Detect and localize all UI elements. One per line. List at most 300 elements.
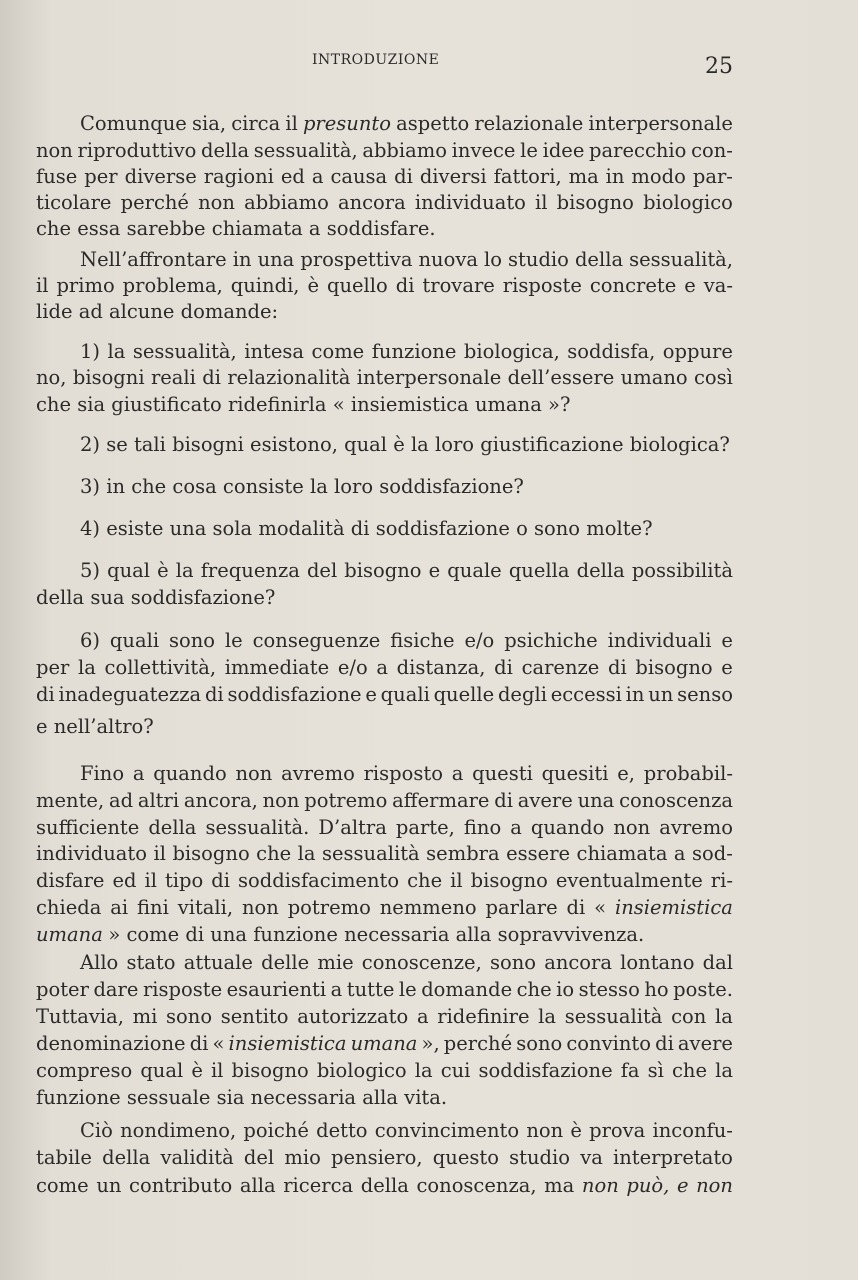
- word: a: [510, 816, 522, 839]
- text-line: [36, 393, 733, 417]
- word: interpersonale: [356, 366, 502, 389]
- word: bisogno: [344, 559, 422, 582]
- word: compreso: [36, 1059, 133, 1082]
- word: conoscenza: [619, 789, 733, 812]
- word: e: [365, 683, 377, 706]
- word: e/o: [337, 656, 368, 679]
- word: sessualità: [322, 842, 420, 865]
- word: quindi,: [230, 274, 300, 297]
- word: non: [526, 1119, 564, 1142]
- word: quella: [508, 559, 570, 582]
- word: alla: [239, 1174, 276, 1197]
- word: le: [398, 978, 417, 1001]
- word: il: [144, 869, 157, 892]
- text-segment: 4) esiste una sola modalità di soddisfazione o sono molte?: [80, 517, 653, 540]
- word: ancora,: [183, 789, 258, 812]
- word: attuale: [183, 951, 253, 974]
- word: sufficiente: [36, 816, 140, 839]
- word: la: [107, 340, 126, 363]
- word: psichiche: [504, 629, 598, 652]
- word: un: [96, 1174, 122, 1197]
- word: una: [577, 789, 615, 812]
- word: è: [157, 559, 169, 582]
- italic-word: insiemistica: [614, 896, 733, 919]
- word: Allo: [80, 951, 119, 974]
- word: che: [407, 869, 443, 892]
- word: io: [556, 978, 575, 1001]
- word: come: [36, 1174, 89, 1197]
- word: così: [693, 366, 733, 389]
- text-line: [80, 951, 733, 975]
- word: di: [394, 165, 413, 188]
- word: è: [191, 1059, 203, 1082]
- word: mi: [132, 1005, 158, 1028]
- word: qual: [107, 559, 151, 582]
- word: e,: [617, 762, 635, 785]
- word: riproduttivo: [77, 139, 197, 162]
- text-line: [80, 559, 733, 583]
- page-number: 25: [705, 54, 733, 79]
- word: D’altra: [318, 816, 387, 839]
- word: 6): [80, 629, 101, 652]
- word: parecchio: [589, 139, 687, 162]
- word: quali: [109, 629, 160, 652]
- word: ticolare: [36, 191, 112, 214]
- word: che: [516, 978, 552, 1001]
- text-line: [36, 300, 733, 324]
- word: soddisfacimento: [237, 869, 400, 892]
- word: ragioni: [203, 165, 274, 188]
- word: Ciò: [80, 1119, 113, 1142]
- italic-word: umana: [350, 1032, 418, 1055]
- word: risposte: [502, 274, 582, 297]
- word: quelle: [433, 683, 495, 706]
- word: nondimeno,: [120, 1119, 237, 1142]
- word: par-: [692, 165, 733, 188]
- word: lo: [484, 248, 503, 271]
- word: fini: [137, 896, 169, 919]
- word: esaurienti: [226, 978, 327, 1001]
- word: sessualità,: [629, 248, 733, 271]
- word: avere: [677, 1032, 733, 1055]
- word: va-: [703, 274, 733, 297]
- word: il: [36, 274, 49, 297]
- text-line: [36, 366, 733, 390]
- word: quali: [380, 683, 430, 706]
- word: soddisfazione: [478, 1059, 613, 1082]
- word: non: [198, 191, 235, 214]
- text-line: [36, 1086, 733, 1110]
- word: diverse: [124, 165, 197, 188]
- text-segment: funzione sessuale sia necessaria alla vita.: [36, 1086, 448, 1109]
- word: sì: [647, 1059, 664, 1082]
- text-line: [80, 433, 733, 457]
- word: chieda: [36, 896, 102, 919]
- word: 1): [80, 340, 101, 363]
- word: ricerca: [283, 1174, 354, 1197]
- word: «: [594, 896, 607, 919]
- text-line: [36, 978, 733, 1002]
- text-line: [36, 1059, 733, 1083]
- word: del: [243, 1146, 275, 1169]
- word: affermare: [392, 789, 490, 812]
- word: aspetto: [396, 112, 470, 135]
- italic-word: presunto: [302, 112, 391, 135]
- word: tipo: [164, 869, 204, 892]
- word: di: [204, 683, 224, 706]
- text-line: [36, 869, 733, 893]
- word: sono: [168, 629, 216, 652]
- word: possibilità: [631, 559, 733, 582]
- word: a: [376, 656, 388, 679]
- word: bisogno: [172, 842, 250, 865]
- word: «: [212, 1032, 225, 1055]
- word: quale: [447, 559, 502, 582]
- word: non: [262, 789, 300, 812]
- text-line: [36, 217, 733, 241]
- text-line: [36, 656, 733, 680]
- word: mente,: [36, 789, 105, 812]
- word: reali: [150, 366, 196, 389]
- word: avremo: [659, 816, 733, 839]
- text-segment: 3) in che cosa consiste la loro soddisfazione?: [80, 475, 524, 498]
- italic-word: e: [676, 1174, 689, 1197]
- word: ai: [110, 896, 129, 919]
- word: la: [175, 559, 194, 582]
- word: di: [189, 1032, 209, 1055]
- word: quando: [153, 762, 227, 785]
- text-line: [36, 1174, 733, 1198]
- word: detto: [316, 1119, 368, 1142]
- word: di: [566, 896, 586, 919]
- word: circa: [231, 112, 281, 135]
- text-line: [80, 475, 733, 499]
- word: inadeguatezza: [58, 683, 202, 706]
- word: risposto: [363, 762, 443, 785]
- text-line: [80, 762, 733, 786]
- word: e: [428, 559, 441, 582]
- word: bisogno: [231, 1059, 309, 1082]
- word: sod-: [692, 842, 733, 865]
- word: dell’essere: [507, 366, 615, 389]
- word: bisogno: [635, 656, 713, 679]
- word: stesso: [578, 978, 640, 1001]
- word: le: [224, 629, 243, 652]
- word: relazionale: [474, 112, 584, 135]
- word: di: [395, 274, 415, 297]
- word: di: [494, 656, 513, 679]
- word: sono: [489, 951, 537, 974]
- word: fino: [463, 816, 502, 839]
- text-line: [36, 842, 733, 866]
- word: non: [235, 762, 273, 785]
- word: di: [36, 683, 55, 706]
- word: invece: [451, 139, 516, 162]
- word: di: [655, 1032, 674, 1055]
- italic-word: non: [581, 1174, 619, 1197]
- word: come: [311, 340, 365, 363]
- word: chiamata: [576, 842, 668, 865]
- word: individuali: [607, 629, 712, 652]
- text-line: [80, 629, 733, 653]
- word: idee: [542, 139, 585, 162]
- word: biologica,: [463, 340, 560, 363]
- word: una: [257, 248, 295, 271]
- word: autorizzato: [297, 1005, 409, 1028]
- word: a: [416, 1005, 429, 1028]
- word: prospettiva: [300, 248, 413, 271]
- word: concrete: [589, 274, 677, 297]
- word: è: [570, 1119, 582, 1142]
- word: stato: [126, 951, 176, 974]
- word: avere: [517, 789, 573, 812]
- word: mio: [284, 1146, 321, 1169]
- word: ed: [280, 165, 305, 188]
- word: la: [715, 1059, 733, 1082]
- word: eccessi: [550, 683, 622, 706]
- word: tabile: [36, 1146, 92, 1169]
- word: non: [241, 896, 279, 919]
- word: eventualmente: [555, 869, 703, 892]
- italic-word: può,: [626, 1174, 670, 1197]
- text-segment: che essa sarebbe chiamata a soddisfare.: [36, 217, 436, 240]
- text-line: [80, 340, 733, 364]
- word: no,: [36, 366, 67, 389]
- word: il: [535, 191, 548, 214]
- word: umano: [620, 366, 688, 389]
- word: conoscenza,: [416, 1174, 537, 1197]
- word: di: [494, 789, 513, 812]
- word: ho: [644, 978, 669, 1001]
- word: immediate: [224, 656, 330, 679]
- word: contributo: [129, 1174, 233, 1197]
- text-segment: della sua soddisfazione?: [36, 586, 276, 609]
- word: interpersonale: [588, 112, 733, 135]
- text-segment: » come di una funzione necessaria alla sopravvivenza.: [108, 923, 645, 946]
- word: questo: [432, 1146, 499, 1169]
- word: potremo: [304, 789, 388, 812]
- word: dal: [702, 951, 733, 974]
- word: la: [714, 1005, 733, 1028]
- word: conoscenze,: [361, 951, 482, 974]
- word: individuato: [414, 191, 526, 214]
- text-segment: 2) se tali bisogni esistono, qual è la loro giustificazione biologica?: [80, 433, 730, 456]
- word: in: [605, 165, 625, 188]
- word: la: [78, 656, 96, 679]
- word: a: [330, 978, 343, 1001]
- word: e: [721, 629, 733, 652]
- word: poste.: [673, 978, 733, 1001]
- word: della: [574, 248, 624, 271]
- word: un: [648, 683, 674, 706]
- word: a: [451, 762, 464, 785]
- word: problema,: [122, 274, 223, 297]
- word: convinto: [566, 1032, 651, 1055]
- word: ridefinire: [437, 1005, 530, 1028]
- word: cui: [440, 1059, 471, 1082]
- word: sessualità.: [205, 816, 310, 839]
- word: mie: [317, 951, 354, 974]
- word: in: [625, 683, 645, 706]
- word: fa: [620, 1059, 640, 1082]
- word: ed: [112, 869, 137, 892]
- word: distanza,: [396, 656, 486, 679]
- text-line: [80, 112, 733, 136]
- word: che: [671, 1059, 707, 1082]
- text-line: [36, 274, 733, 298]
- word: abbiamo: [362, 139, 447, 162]
- text-segment: che sia giustificato ridefinirla « insiemistica umana »?: [36, 393, 571, 416]
- word: probabil-: [643, 762, 733, 785]
- word: senso: [677, 683, 733, 706]
- text-segment: lide ad alcune domande:: [36, 300, 279, 323]
- word: poiché: [243, 1119, 309, 1142]
- text-line: [36, 139, 733, 163]
- word: studio: [509, 1146, 571, 1169]
- word: soddisfa,: [567, 340, 656, 363]
- word: disfare: [36, 869, 105, 892]
- word: la: [297, 842, 316, 865]
- word: questi: [472, 762, 533, 785]
- word: relazionalità: [227, 366, 351, 389]
- word: domande: [421, 978, 513, 1001]
- word: individuato: [36, 842, 148, 865]
- word: potremo: [287, 896, 371, 919]
- word: validità: [160, 1146, 234, 1169]
- word: poter: [36, 978, 89, 1001]
- word: vitali,: [177, 896, 234, 919]
- word: della: [576, 559, 625, 582]
- italic-text: umana: [36, 923, 103, 946]
- word: inconfu-: [652, 1119, 733, 1142]
- word: lontano: [620, 951, 695, 974]
- word: soddisfazione: [227, 683, 362, 706]
- word: oppure: [662, 340, 733, 363]
- word: Tuttavia,: [36, 1005, 124, 1028]
- italic-word: insiemistica: [228, 1032, 347, 1055]
- text-line: [36, 683, 733, 707]
- word: primo: [56, 274, 115, 297]
- word: nemmeno: [379, 896, 477, 919]
- word: il: [210, 1059, 224, 1082]
- word: biologico: [643, 191, 733, 214]
- word: sessualità,: [132, 340, 237, 363]
- word: fattori,: [493, 165, 562, 188]
- word: e/o: [464, 629, 495, 652]
- word: carenze: [521, 656, 600, 679]
- word: perché: [120, 191, 189, 214]
- word: sentito: [220, 1005, 289, 1028]
- word: non: [36, 139, 73, 162]
- word: parte,: [395, 816, 455, 839]
- text-line: [80, 517, 733, 541]
- word: bisogno: [556, 191, 634, 214]
- word: per: [84, 165, 118, 188]
- running-header: INTRODUZIONE: [312, 52, 440, 68]
- word: va: [580, 1146, 603, 1169]
- word: perché: [443, 1032, 513, 1055]
- word: sono: [166, 1005, 213, 1028]
- word: Comunque: [80, 112, 187, 135]
- word: non: [613, 816, 651, 839]
- word: pensiero,: [330, 1146, 423, 1169]
- word: abbiamo: [244, 191, 329, 214]
- word: prova: [589, 1119, 646, 1142]
- word: quando: [530, 816, 605, 839]
- text-line: [36, 715, 733, 739]
- word: con: [671, 1005, 707, 1028]
- word: e: [721, 656, 733, 679]
- text-line: [36, 789, 733, 813]
- word: le: [520, 139, 538, 162]
- word: nuova: [418, 248, 478, 271]
- word: a: [673, 842, 686, 865]
- word: è: [307, 274, 320, 297]
- word: modo: [631, 165, 686, 188]
- word: ad: [108, 789, 134, 812]
- word: biologico: [316, 1059, 407, 1082]
- text-line: [36, 191, 733, 215]
- word: 5): [80, 559, 101, 582]
- text-line: [36, 1146, 733, 1170]
- italic-word: non: [696, 1174, 733, 1197]
- word: il: [153, 842, 166, 865]
- word: ancora: [337, 191, 406, 214]
- text-segment: e nell’altro?: [36, 715, 154, 738]
- text-line: [80, 1119, 733, 1143]
- word: risposte: [142, 978, 223, 1001]
- word: avremo: [281, 762, 355, 785]
- word: causa: [330, 165, 388, 188]
- word: che: [256, 842, 292, 865]
- text-line: [36, 1032, 733, 1056]
- word: Nell’affrontare: [80, 248, 227, 271]
- word: ri-: [710, 869, 733, 892]
- word: ma: [568, 165, 599, 188]
- word: altri: [137, 789, 180, 812]
- word: ma: [544, 1174, 575, 1197]
- word: del: [306, 559, 338, 582]
- word: fisiche: [390, 629, 455, 652]
- word: a: [311, 165, 324, 188]
- word: parlare: [485, 896, 558, 919]
- word: funzione: [371, 340, 457, 363]
- word: convincimento: [374, 1119, 520, 1142]
- word: sono: [516, 1032, 563, 1055]
- word: quello: [326, 274, 388, 297]
- word: il: [450, 869, 463, 892]
- word: della: [102, 1146, 151, 1169]
- word: la: [414, 1059, 433, 1082]
- word: bisogno: [470, 869, 548, 892]
- text-line: [36, 1005, 733, 1029]
- word: quesiti: [541, 762, 609, 785]
- word: di: [202, 366, 221, 389]
- word: essere: [506, 842, 571, 865]
- word: denominazione: [36, 1032, 186, 1055]
- word: fuse: [36, 165, 78, 188]
- word: interpretato: [613, 1146, 733, 1169]
- word: degli: [497, 683, 547, 706]
- word: Fino: [80, 762, 125, 785]
- text-line: [80, 248, 733, 272]
- word: studio: [508, 248, 569, 271]
- text-line: [36, 923, 733, 947]
- word: frequenza: [200, 559, 300, 582]
- word: di: [211, 869, 230, 892]
- word: della: [200, 139, 250, 162]
- word: per: [36, 656, 70, 679]
